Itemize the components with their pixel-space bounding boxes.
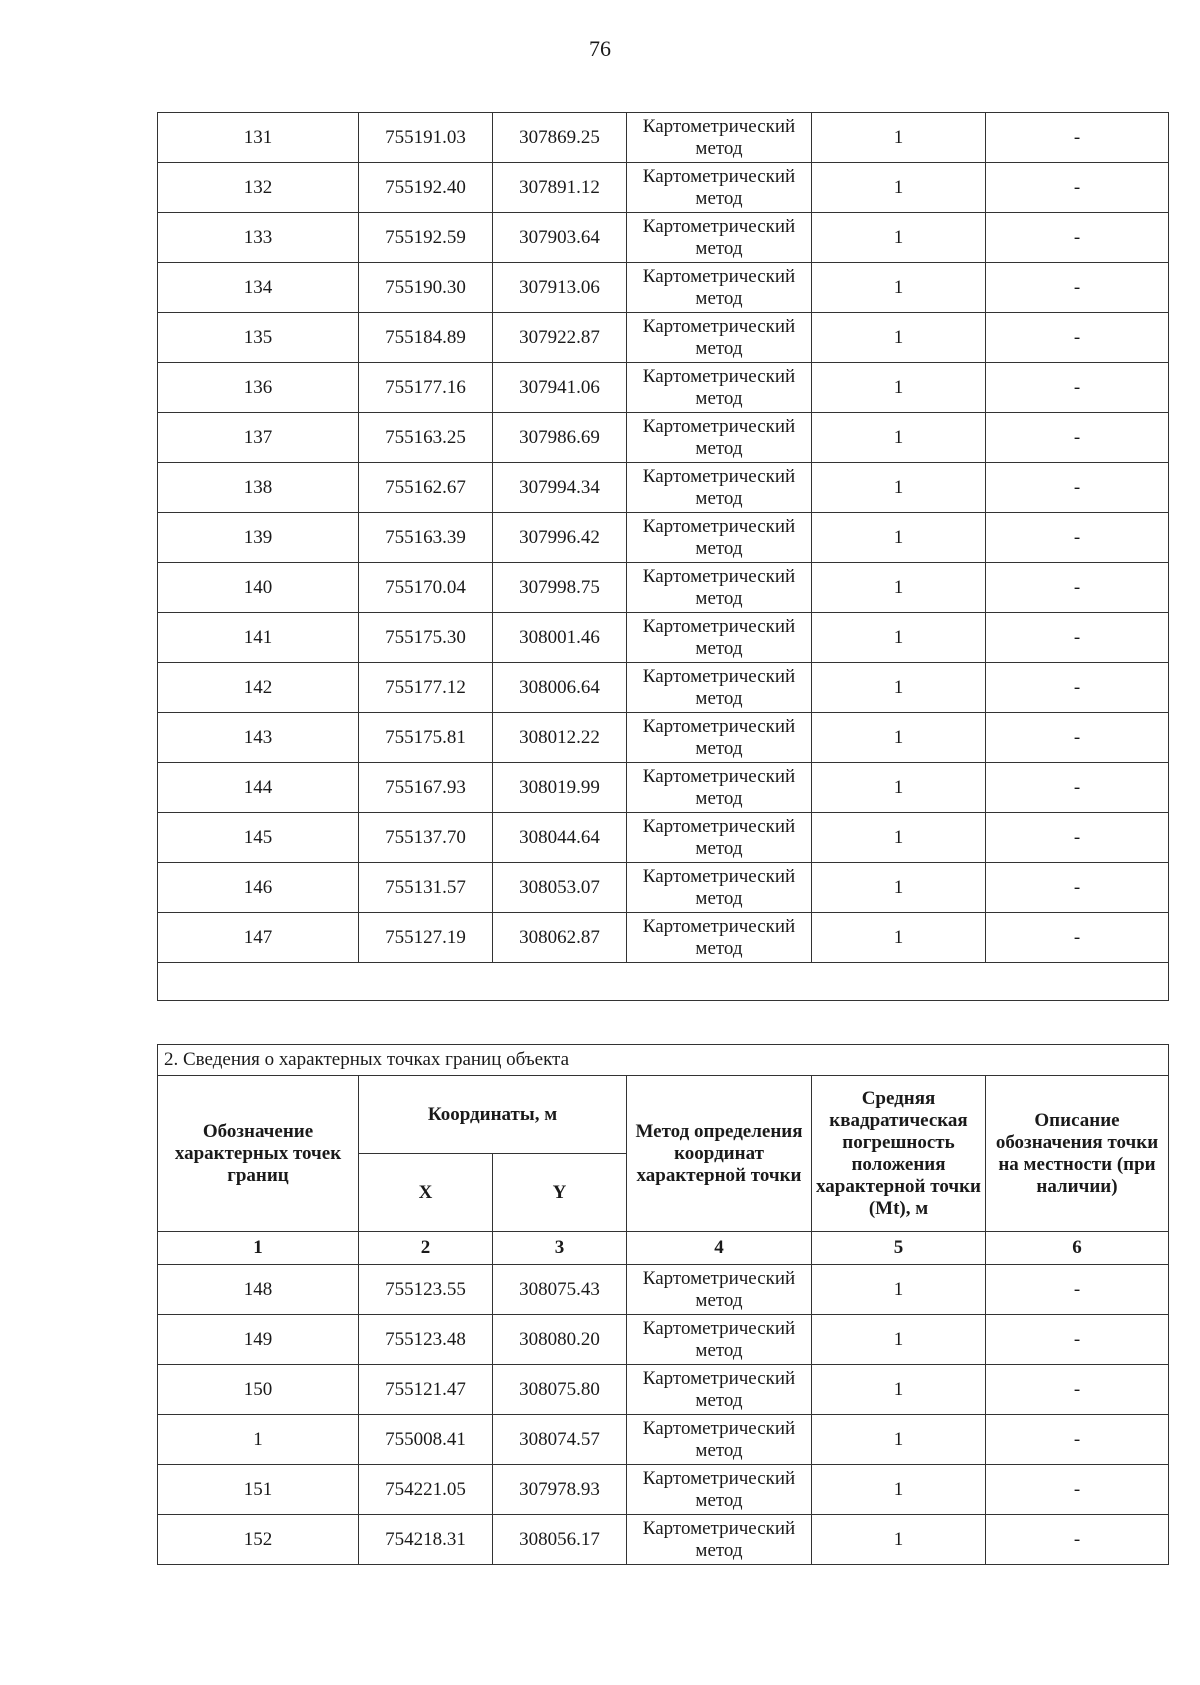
coordinate-x: 755177.16: [359, 363, 493, 413]
method: Картометрический метод: [627, 613, 812, 663]
table-row: [158, 1315, 1169, 1365]
method: Картометрический метод: [627, 363, 812, 413]
coordinate-y: 307922.87: [493, 313, 627, 363]
method: Картометрический метод: [627, 513, 812, 563]
table-row: [158, 763, 1169, 813]
point-description: -: [986, 1265, 1169, 1315]
accuracy-mt: 1: [812, 513, 986, 563]
point-description: -: [986, 213, 1169, 263]
point-number: 135: [158, 313, 359, 363]
point-description: -: [986, 1515, 1169, 1565]
table-row: [158, 163, 1169, 213]
accuracy-mt: 1: [812, 213, 986, 263]
point-description: -: [986, 1415, 1169, 1465]
method: Картометрический метод: [627, 213, 812, 263]
coordinate-x: 755190.30: [359, 263, 493, 313]
table-row: [158, 863, 1169, 913]
point-description: -: [986, 763, 1169, 813]
method: Картометрический метод: [627, 563, 812, 613]
method: Картометрический метод: [627, 763, 812, 813]
method: Картометрический метод: [627, 1465, 812, 1515]
empty-row: [158, 963, 1169, 1001]
method: Картометрический метод: [627, 463, 812, 513]
coordinate-x: 755170.04: [359, 563, 493, 613]
table-row: [158, 663, 1169, 713]
accuracy-mt: 1: [812, 163, 986, 213]
point-number: 137: [158, 413, 359, 463]
coordinate-x: 755127.19: [359, 913, 493, 963]
table-row: [158, 1415, 1169, 1465]
coordinate-x: 755163.25: [359, 413, 493, 463]
coordinate-y: 308056.17: [493, 1515, 627, 1565]
coordinate-y: 308019.99: [493, 763, 627, 813]
accuracy-mt: 1: [812, 463, 986, 513]
table-row: [158, 1265, 1169, 1315]
coordinate-y: 308075.80: [493, 1365, 627, 1415]
accuracy-mt: 1: [812, 113, 986, 163]
coordinate-x: 755191.03: [359, 113, 493, 163]
point-description: -: [986, 563, 1169, 613]
header-coordinates: Координаты, м: [359, 1076, 627, 1154]
method: Картометрический метод: [627, 313, 812, 363]
coordinate-y: 307941.06: [493, 363, 627, 413]
accuracy-mt: 1: [812, 813, 986, 863]
empty-cell: [158, 963, 1169, 1001]
accuracy-mt: 1: [812, 1465, 986, 1515]
point-description: -: [986, 413, 1169, 463]
point-description: -: [986, 713, 1169, 763]
coordinates-table-continued: [157, 112, 1169, 1001]
coordinate-x: 755192.59: [359, 213, 493, 263]
point-description: -: [986, 613, 1169, 663]
point-number: 152: [158, 1515, 359, 1565]
point-description: -: [986, 263, 1169, 313]
point-number: 133: [158, 213, 359, 263]
accuracy-mt: 1: [812, 763, 986, 813]
point-number: 150: [158, 1365, 359, 1415]
coordinate-x: 755123.55: [359, 1265, 493, 1315]
coordinate-x: 755008.41: [359, 1415, 493, 1465]
table-row: [158, 263, 1169, 313]
point-number: 143: [158, 713, 359, 763]
coordinate-y: 308053.07: [493, 863, 627, 913]
coordinate-y: 307891.12: [493, 163, 627, 213]
method: Картометрический метод: [627, 813, 812, 863]
point-description: -: [986, 463, 1169, 513]
header-accuracy: Средняя квадратическая погрешность положения характерной точки (Mt), м: [812, 1076, 986, 1232]
coordinate-y: 307869.25: [493, 113, 627, 163]
coordinate-x: 755121.47: [359, 1365, 493, 1415]
column-number: 6: [986, 1232, 1169, 1265]
table-row: [158, 613, 1169, 663]
accuracy-mt: 1: [812, 563, 986, 613]
point-number: 140: [158, 563, 359, 613]
header-y: Y: [493, 1154, 627, 1232]
method: Картометрический метод: [627, 863, 812, 913]
point-description: -: [986, 313, 1169, 363]
coordinate-x: 755175.30: [359, 613, 493, 663]
table-row: [158, 813, 1169, 863]
method: Картометрический метод: [627, 1315, 812, 1365]
coordinate-x: 755192.40: [359, 163, 493, 213]
column-number: 1: [158, 1232, 359, 1265]
coordinate-y: 308012.22: [493, 713, 627, 763]
coordinate-x: 754221.05: [359, 1465, 493, 1515]
point-description: -: [986, 1365, 1169, 1415]
table-row: [158, 1465, 1169, 1515]
point-description: -: [986, 113, 1169, 163]
coordinate-x: 755167.93: [359, 763, 493, 813]
point-description: -: [986, 1465, 1169, 1515]
table-row: [158, 713, 1169, 763]
point-number: 151: [158, 1465, 359, 1515]
coordinate-y: 307913.06: [493, 263, 627, 313]
header-point-designation: Обозначение характерных точек границ: [158, 1076, 359, 1232]
point-number: 136: [158, 363, 359, 413]
method: Картометрический метод: [627, 663, 812, 713]
point-number: 148: [158, 1265, 359, 1315]
point-description: -: [986, 863, 1169, 913]
method: Картометрический метод: [627, 713, 812, 763]
point-description: -: [986, 913, 1169, 963]
method: Картометрический метод: [627, 1415, 812, 1465]
accuracy-mt: 1: [812, 363, 986, 413]
method: Картометрический метод: [627, 413, 812, 463]
coordinate-y: 307996.42: [493, 513, 627, 563]
method: Картометрический метод: [627, 113, 812, 163]
point-number: 142: [158, 663, 359, 713]
method: Картометрический метод: [627, 913, 812, 963]
table-row: [158, 213, 1169, 263]
table-body: [158, 113, 1169, 1001]
accuracy-mt: 1: [812, 863, 986, 913]
method: Картометрический метод: [627, 263, 812, 313]
coordinate-y: 307903.64: [493, 213, 627, 263]
column-number: 4: [627, 1232, 812, 1265]
boundary-points-table: [157, 1044, 1169, 1565]
point-number: 1: [158, 1415, 359, 1465]
coordinate-x: 755137.70: [359, 813, 493, 863]
accuracy-mt: 1: [812, 263, 986, 313]
point-number: 144: [158, 763, 359, 813]
page-number: 76: [589, 36, 611, 61]
point-number: 141: [158, 613, 359, 663]
table-row: [158, 463, 1169, 513]
point-number: 146: [158, 863, 359, 913]
point-number: 138: [158, 463, 359, 513]
table-row: [158, 363, 1169, 413]
accuracy-mt: 1: [812, 313, 986, 363]
point-description: -: [986, 813, 1169, 863]
column-number: 3: [493, 1232, 627, 1265]
accuracy-mt: 1: [812, 1265, 986, 1315]
table-row: [158, 913, 1169, 963]
accuracy-mt: 1: [812, 1315, 986, 1365]
column-number: 5: [812, 1232, 986, 1265]
point-description: -: [986, 513, 1169, 563]
coordinate-y: 307986.69: [493, 413, 627, 463]
coordinate-x: 755175.81: [359, 713, 493, 763]
accuracy-mt: 1: [812, 913, 986, 963]
coordinate-x: 755177.12: [359, 663, 493, 713]
point-description: -: [986, 163, 1169, 213]
coordinate-y: 307978.93: [493, 1465, 627, 1515]
method: Картометрический метод: [627, 1265, 812, 1315]
method: Картометрический метод: [627, 163, 812, 213]
method: Картометрический метод: [627, 1515, 812, 1565]
coordinate-y: 307998.75: [493, 563, 627, 613]
point-number: 145: [158, 813, 359, 863]
accuracy-mt: 1: [812, 663, 986, 713]
table-row: [158, 113, 1169, 163]
table-row: [158, 1365, 1169, 1415]
accuracy-mt: 1: [812, 713, 986, 763]
coordinate-y: 308044.64: [493, 813, 627, 863]
accuracy-mt: 1: [812, 1515, 986, 1565]
section-title: 2. Сведения о характерных точках границ объекта: [158, 1045, 1169, 1076]
table-row: [158, 313, 1169, 363]
coordinate-y: 308075.43: [493, 1265, 627, 1315]
header-x: X: [359, 1154, 493, 1232]
point-number: 139: [158, 513, 359, 563]
table-row: [158, 513, 1169, 563]
accuracy-mt: 1: [812, 413, 986, 463]
table-row: [158, 563, 1169, 613]
coordinate-y: 308062.87: [493, 913, 627, 963]
coordinate-x: 755162.67: [359, 463, 493, 513]
accuracy-mt: 1: [812, 1415, 986, 1465]
method: Картометрический метод: [627, 1365, 812, 1415]
column-number: 2: [359, 1232, 493, 1265]
coordinate-y: 308080.20: [493, 1315, 627, 1365]
coordinate-x: 755123.48: [359, 1315, 493, 1365]
header-description: Описание обозначения точки на местности (при наличии): [986, 1076, 1169, 1232]
coordinate-y: 308074.57: [493, 1415, 627, 1465]
coordinate-y: 308006.64: [493, 663, 627, 713]
header-method: Метод определения координат характерной точки: [627, 1076, 812, 1232]
accuracy-mt: 1: [812, 1365, 986, 1415]
point-number: 147: [158, 913, 359, 963]
point-number: 131: [158, 113, 359, 163]
point-number: 134: [158, 263, 359, 313]
table-row: [158, 413, 1169, 463]
coordinate-x: 754218.31: [359, 1515, 493, 1565]
point-description: -: [986, 663, 1169, 713]
point-number: 132: [158, 163, 359, 213]
table-row: [158, 1515, 1169, 1565]
accuracy-mt: 1: [812, 613, 986, 663]
point-number: 149: [158, 1315, 359, 1365]
point-description: -: [986, 363, 1169, 413]
coordinate-x: 755131.57: [359, 863, 493, 913]
coordinate-x: 755163.39: [359, 513, 493, 563]
coordinate-y: 307994.34: [493, 463, 627, 513]
point-description: -: [986, 1315, 1169, 1365]
coordinate-x: 755184.89: [359, 313, 493, 363]
coordinate-y: 308001.46: [493, 613, 627, 663]
